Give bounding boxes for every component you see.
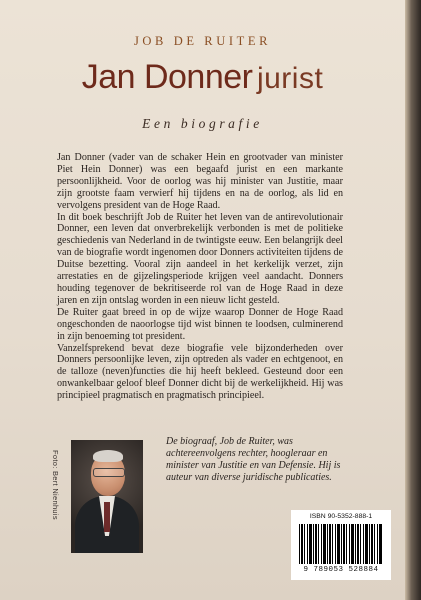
- barcode-icon: [299, 524, 383, 564]
- author-bio: De biograaf, Job de Ruiter, was achtereenvolgens rechter, hoogleraar en minister van Justitie en van Defensie. Hij is auteur van diverse juridische publicaties.: [166, 436, 341, 483]
- blurb-text: [57, 152, 343, 402]
- book-title: [0, 60, 405, 94]
- author-photo: [71, 440, 143, 553]
- author-name: JOB DE RUITER: [133, 34, 272, 48]
- blurb-paragraph: Jan Donner (vader van de schaker Hein en grootvader van minister Piet Hein Donner) was een begaafd jurist en een markante persoonlijkheid. Voor de oorlog was hij minister van Justitie, maar zijn grootste faam verwierf hij tijdens en na de oorlog, als lid en vervolgens president van de Hoge Raad.: [57, 152, 343, 211]
- title-name: Jan Donner: [81, 58, 253, 96]
- title-subtitle-word: jurist: [256, 62, 324, 95]
- page-edge: [405, 0, 421, 600]
- photo-credit: Foto: Bert Nienhuis: [51, 450, 60, 520]
- isbn-text: ISBN 90-5352-888-1: [309, 513, 373, 520]
- barcode-label: [291, 510, 391, 580]
- blurb-paragraph: Vanzelfsprekend bevat deze biografie vele bijzonderheden over Donners persoonlijke leven, zijn optreden als vader en echtgenoot, en de talloze (neven)functies die hij heeft bekleed. Gesteund door een onwankelbaar geloof bleef Donner dicht bij de werkelijkheid. Hij was principieel pragmatisch en pragmatisch principieel.: [57, 342, 343, 402]
- book-subtitle: Een biografie: [142, 116, 263, 131]
- blurb-paragraph: De Ruiter gaat breed in op de wijze waarop Donner de Hoge Raad ongeschonden de naoorlogse tijd wist binnen te loodsen, culminerend in zijn benoeming tot president.: [57, 306, 343, 342]
- blurb-paragraph: In dit boek beschrijft Job de Ruiter het leven van de antirevolutionair Donner, een leven dat onverbrekelijk verbonden is met de politieke geschiedenis van Nederland in de twintigste eeuw. Een belangrijk deel van de biografie wordt ingenomen door Donners activiteiten tijdens de Duitse bezetting. Vooral zijn aandeel in het kerkelijk verzet, zijn arrestaties en de gijzelingsperiode krijgen veel aandacht. Donners houding tegenover de bekritiseerde rol van de Hoge Raad in deze jaren en zijn ontslag worden in een nieuw licht gesteld.: [57, 211, 343, 306]
- barcode-digits: 9 789053 528884: [303, 566, 379, 574]
